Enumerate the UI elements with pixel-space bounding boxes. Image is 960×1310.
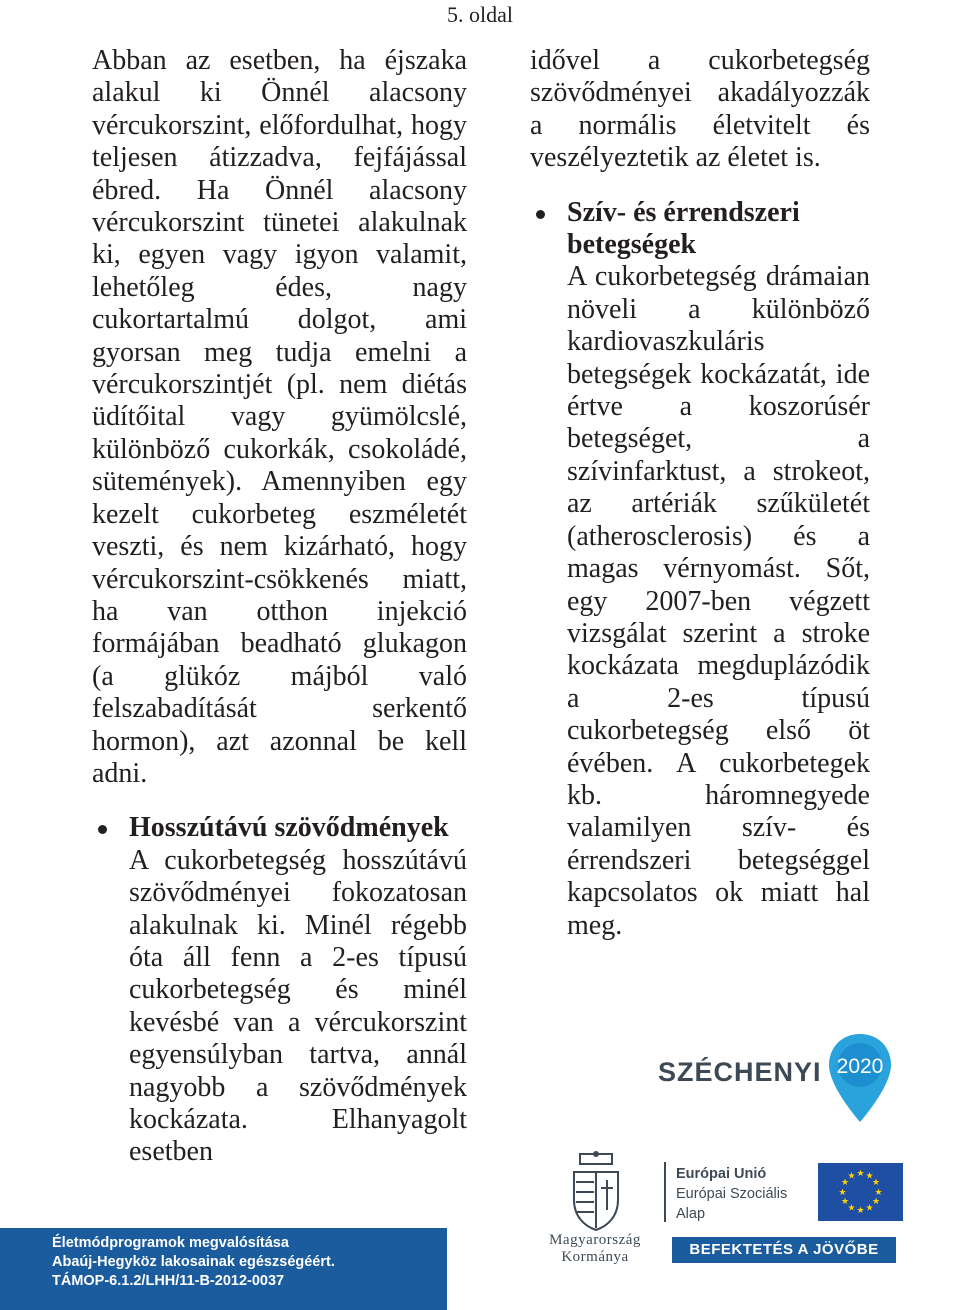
eu-line-3: Alap	[676, 1206, 706, 1222]
svg-text:★: ★	[865, 1203, 874, 1214]
footer-line-1: Életmódprogramok megvalósítása	[52, 1235, 289, 1251]
bullet-heading: Hosszútávú szövődmények	[129, 812, 449, 844]
logo-divider	[664, 1162, 666, 1222]
eu-flag-icon	[818, 1163, 903, 1221]
bullet-text: A cukorbetegség drámaian növeli a különböző kardiovaszkuláris betegségek kockázatát, ide értve a koszorúsér betegséget, a szívinfarktust, a strokeot, az artériák szűkületét (atherosclerosis) és a magas vérnyomást. Sőt, egy 2007-ben végzett vizsgálat szerint a stroke kockázata megduplázódik a 2-es típusú cukorbetegség első öt évében. A cukorbetegek kb. háromnegyede valamilyen szív- és érrendszeri betegséggel kapcsolatos ok miatt hal meg.	[567, 261, 870, 941]
bullet-icon	[536, 210, 545, 219]
svg-text:★: ★	[840, 1197, 850, 1207]
continuation-paragraph: idővel a cukorbetegség szövődményei akadályozzák a normális életvitelt és veszélyeztetik az életet is.	[530, 45, 870, 174]
government-line-2: Kormánya	[561, 1249, 629, 1265]
left-column	[92, 45, 467, 1169]
bullet-item-long-term	[92, 812, 467, 1168]
svg-text:★: ★	[838, 1188, 847, 1198]
hungary-coat-of-arms-icon	[568, 1150, 624, 1232]
szechenyi-year: 2020	[836, 1055, 884, 1078]
government-logo-text	[531, 1232, 659, 1266]
svg-text:★: ★	[871, 1197, 881, 1207]
svg-text:★: ★	[840, 1178, 850, 1188]
government-line-1: Magyarország	[549, 1232, 641, 1248]
invest-future-banner: BEFEKTETÉS A JÖVŐBE	[672, 1237, 896, 1263]
svg-text:★: ★	[856, 1169, 865, 1179]
right-column	[530, 45, 870, 942]
footer-project-bar	[0, 1228, 447, 1310]
svg-text:★: ★	[847, 1203, 856, 1214]
szechenyi-logo-text: SZÉCHENYI	[658, 1057, 822, 1087]
page-number: 5. oldal	[447, 2, 513, 27]
bullet-text: A cukorbetegség hosszútávú szövődményei fokozatosan alakulnak ki. Minél régebb óta áll fenn a 2-es típusú cukorbetegség és minél kevésbé van a vércukorszint egyensúlyban tartva, annál nagyobb a szövődmények kockázata. Elhanyagolt esetben	[129, 844, 467, 1168]
eu-line-2: Európai Szociális	[676, 1186, 788, 1202]
svg-text:★: ★	[865, 1171, 874, 1182]
svg-text:★: ★	[871, 1178, 881, 1188]
svg-text:★: ★	[874, 1188, 883, 1198]
bullet-item-cardiovascular	[530, 197, 870, 942]
footer-line-2: Abaúj-Hegyköz lakosainak egészségéért.	[52, 1254, 335, 1270]
svg-text:★: ★	[847, 1171, 856, 1182]
szechenyi-pin-icon	[827, 1032, 893, 1124]
eu-line-1: Európai Unió	[676, 1166, 767, 1182]
eu-logo-text	[676, 1164, 787, 1224]
body-paragraph: Abban az esetben, ha éjszaka alakul ki Önnél alacsony vércukorszint, előfordulhat, hogy teljesen átizzadva, fejfájással ébred. Ha Önnél alacsony vércukorszint tünetei alakulnak ki, egyen vagy igyon valamit, lehetőleg édes, nagy cukortartalmú dolgot, ami gyorsan meg tudja emelni a vércukorszintjét (pl. nem diétás üdítőital vagy gyümölcslé, különböző cukorkák, csokoládé, sütemények). Amennyiben egy kezelt cukorbeteg eszméletét veszti, és nem kizárható, hogy vércukorszint-csökkenés miatt, ha van otthon injekció formájában beadható glukagon (a glükóz májból való felszabadítását serkentő hormon), azt azonnal be kell adni.	[92, 45, 467, 789]
bullet-heading: Szív- és érrendszeri betegségek	[567, 196, 800, 261]
footer-line-3: TÁMOP-6.1.2/LHH/11-B-2012-0037	[52, 1273, 285, 1289]
bullet-icon	[98, 825, 107, 834]
svg-text:★: ★	[856, 1206, 865, 1216]
